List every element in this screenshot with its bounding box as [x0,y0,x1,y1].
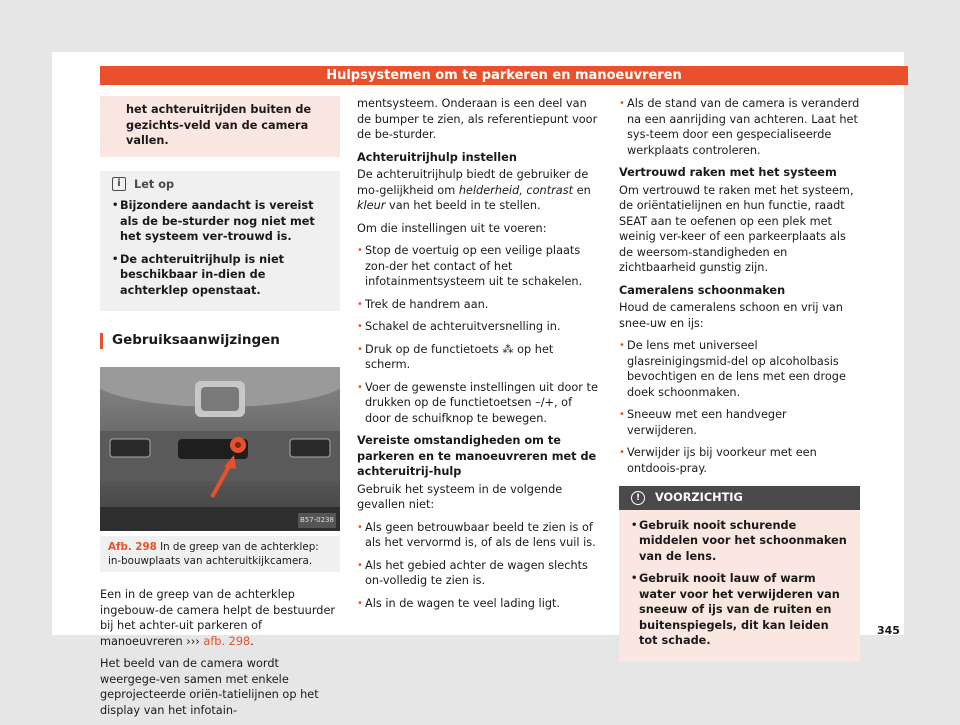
column-2 [357,96,600,618]
column-3 [619,96,860,662]
note-title: Let op [134,177,175,191]
subheading: Vertrouwd raken met het systeem [619,166,837,179]
figure-caption [100,536,340,572]
list-item: • Verwijder ijs bij voorkeur met een ontdoois-pray. [619,446,817,475]
info-icon: i [112,177,126,191]
figure-code: B57-0238 [298,513,336,529]
list-item: • Als de stand van de camera is veranderd na een aanrijding van achteren. Laat het sys-teem door een gespecialiseerde werkplaats controleren. [619,97,860,157]
note-item: • Bijzondere aandacht is vereist als de be-sturder nog niet met het systeem ver-trouwd is. [112,199,315,243]
note-header [100,171,340,199]
subheading: Vereiste omstandigheden om te parkeren en te manoeuvreren met de achteruitrij-hulp [357,434,597,478]
caution-title: VOORZICHTIG [655,491,743,504]
paragraph: Om vertrouwd te raken met het systeem, de oriëntatielijnen en hun functie, raadt SEAT aan te oefenen op een plek met weinig ver-keer of een parkeerplaats als de weersom-standigheden en zichtbaarheid gunstig zijn. [619,183,854,274]
figure-camera-photo [100,367,340,531]
subheading: Cameralens schoonmaken [619,283,786,297]
manual-page [52,52,904,717]
column-1 [100,96,340,725]
caution-box [619,486,860,662]
list-item: • Als geen betrouwbaar beeld te zien is of als het vervormd is, of als de lens vuil is. [357,520,596,549]
section-title: Gebruiksaanwijzingen [100,333,340,349]
list-item: • Stop de voertuig op een veilige plaats zon-der het contact of het infotainmentsysteem uit te schakelen. [357,244,583,288]
page-number: 345 [877,624,900,637]
caution-item: • Gebruik nooit schurende middelen voor het schoonmaken van de lens. [631,518,847,563]
figure-label: Afb. 298 [108,541,157,553]
section-accent-bar [100,333,103,349]
tailgate-photo [100,367,340,531]
reference-arrows: ››› [186,634,200,648]
list-item: • Trek de handrem aan. [357,297,489,311]
paragraph: De achteruitrijhulp biedt de gebruiker de mo-gelijkheid om helderheid, contrast en kleur van het beeld in te stellen. [357,168,591,212]
list-item: • De lens met universeel glasreinigingsmid-del op alcoholbasis bevochtigen en de lens met een droge doek schoonmaken. [619,339,846,399]
paragraph: Het beeld van de camera wordt weergege-ven samen met enkele geprojecteerde oriën-tatielijnen op het display van het infotain- [100,657,319,717]
page-header: Hulpsystemen om te parkeren en manoeuvreren [100,66,908,85]
paragraph: Houd de cameralens schoon en vrij van snee-uw en ijs: [619,301,843,330]
note-box [100,171,340,312]
list-item: • Voer de gewenste instellingen uit door te drukken op de functietoetsen –/+, of door de schuifknop te bewegen. [357,380,598,425]
subheading: Achteruitrijhulp instellen [357,150,517,164]
list-item: • Als het gebied achter de wagen slechts on-volledig te zien is. [357,558,588,587]
list-item: • Schakel de achteruitversnelling in. [357,320,561,333]
paragraph: Om die instellingen uit te voeren: [357,221,547,235]
paragraph: Gebruik het systeem in de volgende gevallen niet: [357,482,563,511]
list-item: • Sneeuw met een handveger verwijderen. [619,408,787,437]
warning-continued: het achteruitrijden buiten de gezichts-veld van de camera vallen. [100,96,340,157]
paragraph: mentsysteem. Onderaan is een deel van de bumper te zien, als referentiepunt voor de be-sturder. [357,97,598,141]
list-item: • Druk op de functietoets ⁂ op het scherm. [357,342,554,371]
note-item: • De achteruitrijhulp is niet beschikbaar in-dien de achterklep openstaat. [112,252,285,297]
figure-caption-text: In de greep van de achterklep: in-bouwplaats van achteruitkijkcamera. [108,541,319,567]
figure-link[interactable]: afb. 298 [203,634,251,648]
note-body [100,198,340,298]
list-item: • Als in de wagen te veel lading ligt. [357,596,561,610]
caution-header [619,486,860,510]
paragraph: Een in de greep van de achterklep ingebouw-de camera helpt de bestuurder bij het achter-uit parkeren of manoeuvreren ››› afb. 298. [100,588,336,648]
caution-item: • Gebruik nooit lauw of warm water voor het verwijderen van sneeuw of ijs van de ruiten en buitenspiegels, dit kan leiden tot schade. [631,572,840,647]
caution-icon: ! [631,491,645,505]
caution-body [619,510,860,662]
